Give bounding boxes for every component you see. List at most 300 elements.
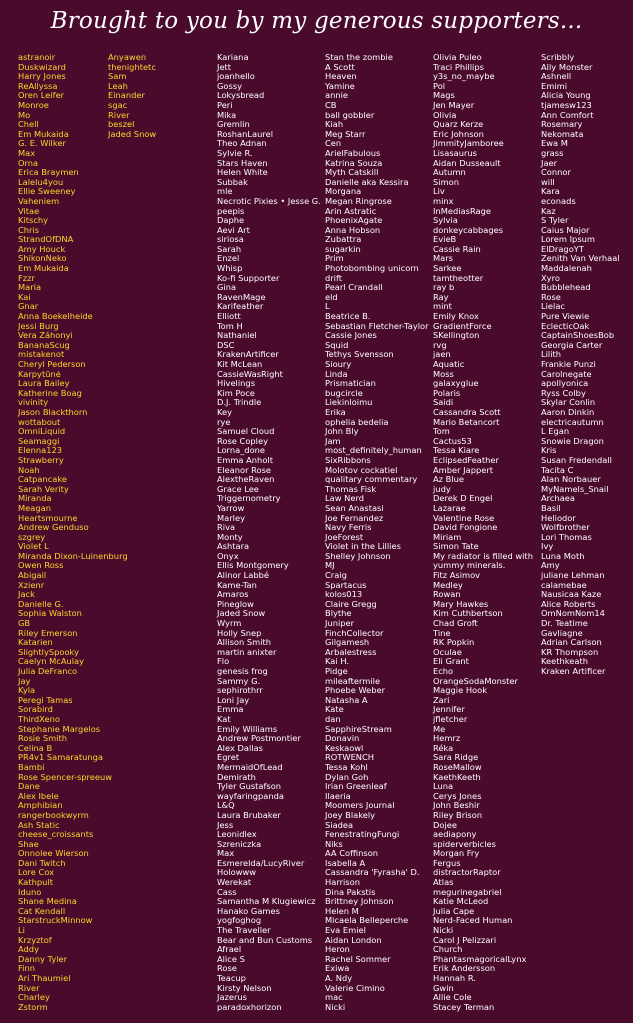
supporter-name: Simon bbox=[433, 176, 459, 187]
supporter-name: Jam bbox=[325, 435, 341, 446]
supporter-name: Peregi Tamas bbox=[18, 694, 73, 705]
supporter-name: Yarrow bbox=[217, 502, 245, 513]
supporter-name: Amaros bbox=[217, 589, 249, 600]
supporter-name: Leonidlex bbox=[217, 829, 257, 840]
supporter-name: paradoxhorizon bbox=[217, 1001, 282, 1012]
supporter-name: Sioury bbox=[325, 359, 352, 369]
supporter-name: Dane bbox=[18, 781, 40, 792]
supporter-name: Keethkeath bbox=[541, 656, 588, 667]
supporter-name: Tom H bbox=[217, 320, 243, 331]
supporter-name: Jason Blackthorn bbox=[18, 406, 88, 417]
supporter-name: David Fongione bbox=[433, 522, 498, 533]
supporter-name: Werekat bbox=[217, 877, 252, 888]
supporter-name: Anyawen bbox=[108, 52, 147, 62]
supporter-name: Linda bbox=[325, 368, 348, 379]
supporter-name: Lielac bbox=[541, 301, 565, 312]
supporter-name: Kris bbox=[541, 445, 557, 456]
supporter-name: Sarkee bbox=[433, 263, 462, 274]
supporter-name: Caius Major bbox=[541, 224, 590, 235]
supporter-name: Valerie Cimino bbox=[325, 982, 385, 993]
supporter-name: Karifeather bbox=[217, 301, 264, 312]
supporter-name: Valentine Rose bbox=[433, 512, 495, 523]
supporter-name: Amy bbox=[541, 560, 560, 571]
supporter-name: Luna Moth bbox=[541, 550, 585, 561]
supporter-name: Ryss Colby bbox=[541, 387, 586, 398]
supporter-name: Nathaniel bbox=[217, 330, 257, 341]
supporter-name: KaethKeeth bbox=[433, 771, 481, 782]
supporter-name: Miranda bbox=[18, 493, 52, 504]
supporter-name: Catpancake bbox=[18, 474, 67, 485]
supporter-name: MyNamels_Snail bbox=[541, 483, 609, 494]
supporter-name: Joe Fernandez bbox=[325, 512, 384, 523]
supporter-name: Grace Lee bbox=[217, 483, 259, 494]
supporter-name: Morgana bbox=[325, 186, 362, 197]
supporter-name: Réka bbox=[433, 742, 454, 753]
supporter-name: kolos013 bbox=[325, 589, 363, 600]
supporter-name: Maria bbox=[18, 282, 42, 293]
supporter-name: Oculae bbox=[433, 646, 462, 657]
supporter-name: Max bbox=[217, 848, 235, 859]
supporter-name: L Egan bbox=[541, 426, 570, 437]
supporter-name: Jaer bbox=[541, 157, 558, 168]
supporter-name: Olivia bbox=[433, 109, 457, 120]
supporter-name: G. E. Wilker bbox=[18, 138, 66, 149]
supporter-name: Vaheniem bbox=[18, 195, 60, 206]
supporter-name: sephirothrr bbox=[217, 685, 263, 696]
supporter-name: John Bly bbox=[325, 426, 359, 437]
supporter-name: Chell bbox=[18, 119, 39, 130]
supporter-name: econads bbox=[541, 195, 576, 206]
supporter-name: Arin Astratic bbox=[325, 205, 377, 216]
supporter-name: Pidge bbox=[325, 666, 348, 676]
supporter-name: eld bbox=[325, 291, 338, 302]
supporter-name: Emily Williams bbox=[217, 723, 278, 734]
supporter-name: qualitary commentary bbox=[325, 474, 418, 485]
supporter-name: OmNomNom14 bbox=[541, 608, 605, 619]
supporter-name: Marley bbox=[217, 512, 245, 523]
supporter-name: Violet in the Lillies bbox=[325, 541, 401, 552]
supporter-name: D.J. Trindle bbox=[217, 397, 262, 408]
supporter-name: aediapony bbox=[433, 829, 477, 840]
supporter-name: Zstorm bbox=[18, 1001, 48, 1012]
supporter-name: Fitz Asimov bbox=[433, 570, 481, 581]
supporter-name: Emma Anholt bbox=[217, 454, 273, 465]
supporter-name: Alinor Labbé bbox=[217, 570, 270, 581]
supporter-name: Hanako Games bbox=[217, 905, 280, 916]
supporter-name: Mars bbox=[433, 253, 453, 264]
supporter-name: Me bbox=[433, 723, 446, 734]
supporter-name: Arbalestress bbox=[325, 646, 377, 657]
supporter-name: tjamesw123 bbox=[541, 99, 592, 110]
supporter-name: Kraken Artificer bbox=[541, 666, 606, 676]
supporter-name: CaptainShoesBob bbox=[541, 330, 615, 341]
supporter-name: Sarah bbox=[217, 243, 242, 254]
supporter-name: sgac bbox=[108, 99, 128, 110]
supporter-name: Autumn bbox=[433, 167, 466, 178]
supporter-name: Daphe bbox=[217, 215, 245, 226]
supporter-name: Rachel Sommer bbox=[325, 953, 391, 964]
supporter-name: Li bbox=[18, 925, 25, 936]
supporter-name: Danielle G. bbox=[18, 598, 64, 609]
supporter-name: Aaron Dinkin bbox=[541, 406, 595, 417]
supporter-name: Pineglow bbox=[217, 598, 254, 609]
supporter-name: Lore Cox bbox=[18, 867, 55, 878]
supporter-name: Rose Spencer-spreeuw bbox=[18, 771, 113, 782]
supporter-name: Caelyn McAulay bbox=[18, 656, 85, 667]
supporter-name: annie bbox=[325, 90, 349, 101]
supporter-name: Joey Blakely bbox=[325, 809, 376, 820]
supporter-name: Alice S bbox=[217, 953, 245, 964]
supporter-name: Kathpult bbox=[18, 877, 53, 888]
supporter-name: Esmerelda/LucyRiver bbox=[217, 857, 305, 868]
supporter-name: Mario Betancort bbox=[433, 416, 500, 427]
supporter-name: ophelia bedelia bbox=[325, 416, 389, 427]
supporter-name: Lisasaurus bbox=[433, 147, 477, 158]
supporter-name: Kirsty Nelson bbox=[217, 982, 272, 993]
supporter-name: Derek D Engel bbox=[433, 493, 493, 504]
supporter-name: Kai H. bbox=[325, 656, 350, 667]
supporter-name: yummy minerals. bbox=[433, 560, 506, 571]
supporter-name: Shelley Johnson bbox=[325, 550, 391, 561]
supporter-name: Simon Tate bbox=[433, 541, 479, 552]
supporter-name: Brittney Johnson bbox=[325, 896, 394, 907]
supporter-name: mint bbox=[433, 301, 452, 312]
supporter-name: Harry Jones bbox=[18, 71, 66, 82]
supporter-name: szgrey bbox=[18, 531, 46, 542]
supporter-name: Tessa Kiare bbox=[433, 445, 480, 456]
supporter-name: Katie McLeod bbox=[433, 896, 489, 907]
supporter-name: Susan Fredendall bbox=[541, 454, 612, 465]
supporter-name: Iduno bbox=[18, 886, 42, 897]
supporter-name: Phoebe Weber bbox=[325, 685, 386, 696]
supporter-name: Megan Ringrose bbox=[325, 195, 392, 206]
supporter-name: mistakenot bbox=[18, 349, 65, 360]
supporter-name: rye bbox=[217, 416, 231, 427]
supporter-name: Danielle aka Kessira bbox=[325, 176, 409, 187]
supporter-name: Basil bbox=[541, 502, 561, 513]
supporter-name: Dani Twitch bbox=[18, 857, 66, 868]
supporter-name: Jaded Snow bbox=[108, 128, 157, 139]
supporter-name: Emimi bbox=[541, 80, 568, 91]
supporter-name: Demirath bbox=[217, 771, 256, 782]
supporter-name: Tine bbox=[433, 627, 451, 638]
supporter-name: Kate bbox=[325, 704, 344, 715]
supporter-name: grass bbox=[541, 147, 564, 158]
supporter-name: Law Nerd bbox=[325, 493, 364, 504]
supporter-name: Olivia Puleo bbox=[433, 52, 482, 62]
supporter-name: Ari Thaumiel bbox=[18, 973, 71, 983]
supporter-name: rvg bbox=[433, 339, 447, 350]
supporter-name: Danny Tyler bbox=[18, 953, 68, 964]
supporter-name: y3s_no_maybe bbox=[433, 71, 495, 82]
supporter-name: Sophia Walston bbox=[18, 608, 82, 619]
supporter-name: Pearl Crandall bbox=[325, 282, 383, 293]
supporter-name: Rosie Smith bbox=[18, 733, 68, 744]
supporter-name: Liekinloimu bbox=[325, 397, 373, 408]
supporter-name: minx bbox=[433, 195, 454, 206]
supporter-name: donkeycabbages bbox=[433, 224, 504, 235]
supporter-name: cheese_croissants bbox=[18, 829, 94, 840]
supporter-name: Ashnell bbox=[541, 71, 572, 82]
supporter-name: Vitae bbox=[18, 205, 40, 216]
supporter-name: Gwin bbox=[433, 982, 454, 993]
supporter-name: Lokysbread bbox=[217, 90, 265, 101]
supporter-name: Nicki bbox=[433, 925, 454, 936]
supporter-name: apollyonica bbox=[541, 378, 589, 389]
supporter-name: Exiwa bbox=[325, 963, 350, 974]
supporter-name: Alicia Young bbox=[541, 90, 591, 101]
supporter-name: CassieWasRight bbox=[217, 368, 283, 379]
supporter-name: Seamaggi bbox=[18, 435, 60, 446]
supporter-name: Amphibian bbox=[18, 800, 63, 811]
supporter-name: sugarkin bbox=[325, 243, 361, 254]
supporter-name: Laura Brubaker bbox=[217, 809, 281, 820]
supporter-name: Cat Kendall bbox=[18, 905, 66, 916]
supporter-column-2 bbox=[108, 53, 213, 139]
supporter-name: Squid bbox=[325, 339, 349, 350]
supporter-name: Vera Záhonyi bbox=[18, 330, 73, 341]
supporter-name: Krzyztof bbox=[18, 934, 52, 945]
supporter-name: The Traveller bbox=[217, 925, 271, 936]
supporter-name: genesis frog bbox=[217, 666, 268, 676]
supporter-name: martin anixter bbox=[217, 646, 277, 657]
supporter-name: Wyrm bbox=[217, 618, 242, 629]
supporter-name: Church bbox=[433, 944, 463, 955]
supporter-name: Loni Jay bbox=[217, 694, 250, 705]
supporter-name: Samantha M Klugiewicz bbox=[217, 896, 316, 907]
supporter-name: Allison Smith bbox=[217, 637, 272, 648]
supporter-name: Gavliagne bbox=[541, 627, 583, 638]
supporter-name: Navy Ferris bbox=[325, 522, 372, 533]
supporter-name: Nerd-Faced Human bbox=[433, 915, 513, 926]
supporter-name: Alan Norbauer bbox=[541, 474, 601, 485]
supporter-name: Subbak bbox=[217, 176, 248, 187]
supporter-name: Sammy G. bbox=[217, 675, 261, 686]
supporter-name: Pol bbox=[433, 80, 446, 91]
supporter-name: vivinity bbox=[18, 397, 49, 408]
supporter-name: Bambi bbox=[18, 761, 45, 772]
supporter-name: Carolnegate bbox=[541, 368, 592, 379]
supporter-name: Anna Hobson bbox=[325, 224, 381, 235]
supporter-name: Gossy bbox=[217, 80, 243, 91]
supporter-name: Aidan London bbox=[325, 934, 382, 945]
supporter-name: Kame-Tan bbox=[217, 579, 257, 590]
supporter-name: Nekomata bbox=[541, 128, 584, 139]
supporter-name: Sean Anastasi bbox=[325, 502, 384, 513]
supporter-name: Cassie Rain bbox=[433, 243, 481, 254]
supporter-name: Holowww bbox=[217, 867, 257, 878]
supporter-name: Noah bbox=[18, 464, 40, 475]
supporter-name: Xyro bbox=[541, 272, 560, 283]
supporter-name: Miranda Dixon-Luinenburg bbox=[18, 550, 128, 561]
supporter-name: Ilaeria bbox=[325, 790, 351, 801]
supporter-name: yogfoghog bbox=[217, 915, 262, 926]
supporter-name: Lorna_done bbox=[217, 445, 266, 456]
supporter-name: Max bbox=[18, 147, 36, 158]
supporter-name: Photobombing unicorn bbox=[325, 263, 419, 274]
supporter-name: Key bbox=[217, 406, 233, 417]
supporter-name: ShikonNeko bbox=[18, 253, 67, 264]
supporter-name: distractorRaptor bbox=[433, 867, 501, 878]
supporter-name: Riva bbox=[217, 522, 236, 533]
supporter-name: Shae bbox=[18, 838, 39, 849]
supporter-name: Julia Cape bbox=[433, 905, 475, 916]
supporter-name: Monty bbox=[217, 531, 243, 542]
supporter-name: Lazarae bbox=[433, 502, 466, 513]
supporter-name: wayfaringpanda bbox=[217, 790, 284, 801]
supporter-name: S Tyler bbox=[541, 215, 569, 226]
supporter-name: Stacey Terman bbox=[433, 1001, 495, 1012]
supporter-name: Beatrice B. bbox=[325, 311, 371, 322]
supporter-name: Shane Medina bbox=[18, 896, 77, 907]
supporter-name: Bubblehead bbox=[541, 282, 591, 293]
supporter-name: Kara bbox=[541, 186, 560, 197]
supporter-name: Sylvie R. bbox=[217, 147, 253, 158]
supporter-name: Cassandra 'Fyrasha' D. bbox=[325, 867, 420, 878]
supporter-name: Owen Ross bbox=[18, 560, 64, 571]
supporter-name: Spartacus bbox=[325, 579, 367, 590]
supporter-name: Teacup bbox=[217, 973, 246, 983]
supporter-name: Dr. Teatime bbox=[541, 618, 588, 629]
supporter-name: Andrew Genduso bbox=[18, 522, 89, 533]
supporter-name: Eva Emiel bbox=[325, 925, 366, 936]
supporter-name: Sarah Verity bbox=[18, 483, 69, 494]
supporter-name: Quarz Kerze bbox=[433, 119, 484, 130]
supporter-name: Stan the zombie bbox=[325, 52, 393, 62]
supporter-name: SapphireStream bbox=[325, 723, 392, 734]
supporter-name: Tacita C bbox=[541, 464, 574, 475]
supporter-name: Prim bbox=[325, 253, 344, 264]
supporter-name: Jett bbox=[217, 61, 232, 72]
supporter-name: ray b bbox=[433, 282, 455, 293]
supporter-name: Addy bbox=[18, 944, 39, 955]
supporter-name: Jazerus bbox=[217, 992, 247, 1003]
supporter-name: Zenith Van Verhaal bbox=[541, 253, 620, 264]
supporter-name: Alex Ibele bbox=[18, 790, 59, 801]
supporter-name: Mika bbox=[217, 109, 237, 120]
supporter-name: peepis bbox=[217, 205, 245, 216]
supporter-name: OrangeSodaMonster bbox=[433, 675, 518, 686]
supporter-name: Erika bbox=[325, 406, 346, 417]
supporter-name: MermaidOfLead bbox=[217, 761, 283, 772]
supporter-name: Emma bbox=[217, 704, 244, 715]
supporter-name: GB bbox=[18, 618, 31, 629]
supporter-name: OmniLiquid bbox=[18, 426, 66, 437]
supporter-name: Liv bbox=[433, 186, 445, 197]
supporter-name: Maggie Hook bbox=[433, 685, 488, 696]
supporter-name: JimmityJamboree bbox=[433, 138, 504, 149]
supporter-name: SKellington bbox=[433, 330, 480, 341]
supporter-name: Cheryl Pederson bbox=[18, 359, 86, 369]
supporter-name: RoseMallow bbox=[433, 761, 482, 772]
supporter-name: A. Ndy bbox=[325, 973, 353, 983]
supporter-name: Laura Bailey bbox=[18, 378, 70, 389]
supporter-name: Heartsmourne bbox=[18, 512, 78, 523]
supporter-name: Morgan Fry bbox=[433, 848, 480, 859]
supporter-name: Jay bbox=[18, 675, 31, 686]
supporter-name: L bbox=[325, 301, 330, 312]
supporter-name: Craig bbox=[325, 570, 347, 581]
supporter-name: Myth Catskill bbox=[325, 167, 379, 178]
supporter-name: Ivy bbox=[541, 541, 554, 552]
supporter-name: Connor bbox=[541, 167, 571, 178]
supporter-name: Aidan Dusseault bbox=[433, 157, 501, 168]
supporter-name: Luna bbox=[433, 781, 454, 792]
supporter-name: Monroe bbox=[18, 99, 49, 110]
supporter-name: ElDragoYT bbox=[541, 243, 584, 254]
supporter-name: Traci Phillips bbox=[433, 61, 484, 72]
supporter-name: megurinegabriel bbox=[433, 886, 502, 897]
supporter-name: Samuel Cloud bbox=[217, 426, 275, 437]
supporter-name: Amber Jappert bbox=[433, 464, 494, 475]
supporter-name: Oren Leifer bbox=[18, 90, 65, 101]
supporter-name: Hannah R. bbox=[433, 973, 476, 983]
supporter-name: Violet L bbox=[18, 541, 49, 552]
supporter-name: Em Mukaida bbox=[18, 263, 69, 274]
supporter-name: Aevi Art bbox=[217, 224, 250, 235]
supporter-name: beszel bbox=[108, 119, 135, 130]
supporter-name: bugcircle bbox=[325, 387, 363, 398]
supporter-name: Nausicaa Kaze bbox=[541, 589, 602, 600]
supporter-name: ArielFabulous bbox=[325, 147, 381, 158]
supporter-name: Allie Cole bbox=[433, 992, 472, 1003]
supporter-name: galaxyglue bbox=[433, 378, 479, 389]
supporter-name: ROTWENCH bbox=[325, 752, 375, 763]
supporter-name: Finn bbox=[18, 963, 35, 974]
supporter-name: Cass bbox=[217, 886, 237, 897]
supporter-name: Stephanie Margelos bbox=[18, 723, 101, 734]
supporter-name: GradientForce bbox=[433, 320, 492, 331]
supporter-name: Medley bbox=[433, 579, 463, 590]
supporter-name: Gremlin bbox=[217, 119, 250, 130]
supporter-name: Az Blue bbox=[433, 474, 465, 485]
supporter-name: River bbox=[108, 109, 130, 120]
supporter-name: Katarien bbox=[18, 637, 53, 648]
supporter-name: Duskwizard bbox=[18, 61, 66, 72]
supporter-name: KrakenArtificer bbox=[217, 349, 279, 360]
supporter-name: Sebastian Fletcher-Taylor bbox=[325, 320, 429, 331]
supporter-name: Kim Poce bbox=[217, 387, 255, 398]
supporter-name: Pure Viewie bbox=[541, 311, 590, 322]
supporter-name: Niks bbox=[325, 838, 343, 849]
supporter-name: Bear and Bun Customs bbox=[217, 934, 313, 945]
supporter-name: Scribbly bbox=[541, 52, 575, 62]
supporter-name: Szreniczka bbox=[217, 838, 262, 849]
supporter-name: Ashtara bbox=[217, 541, 250, 552]
page-title: Brought to you by my generous supporters... bbox=[50, 8, 583, 34]
supporter-name: Miriam bbox=[433, 531, 462, 542]
supporter-name: Cerys Jones bbox=[433, 790, 482, 801]
supporter-name: Georgia Carter bbox=[541, 339, 603, 350]
supporter-name: Natasha A bbox=[325, 694, 368, 705]
supporter-name: StrandOfDNA bbox=[18, 234, 74, 245]
supporter-name: dan bbox=[325, 713, 341, 724]
supporter-name: RoshanLaurel bbox=[217, 128, 273, 139]
supporter-name: Onyx bbox=[217, 550, 239, 561]
supporter-name: Eli Grant bbox=[433, 656, 469, 667]
supporter-name: will bbox=[541, 176, 555, 187]
supporter-name: PhantasmagoricalLynx bbox=[433, 953, 527, 964]
supporter-name: Strawberry bbox=[18, 454, 64, 465]
supporter-name: Juniper bbox=[325, 618, 355, 629]
supporter-name: electricautumn bbox=[541, 416, 604, 427]
supporter-name: Sara Ridge bbox=[433, 752, 479, 763]
supporter-name: Andrew Postmontier bbox=[217, 733, 301, 744]
supporter-name: Necrotic Pixies • Jesse G. bbox=[217, 195, 321, 206]
supporter-name: Einander bbox=[108, 90, 145, 101]
supporter-name: Cassie Jones bbox=[325, 330, 377, 341]
supporter-name: Chad Groft bbox=[433, 618, 478, 629]
